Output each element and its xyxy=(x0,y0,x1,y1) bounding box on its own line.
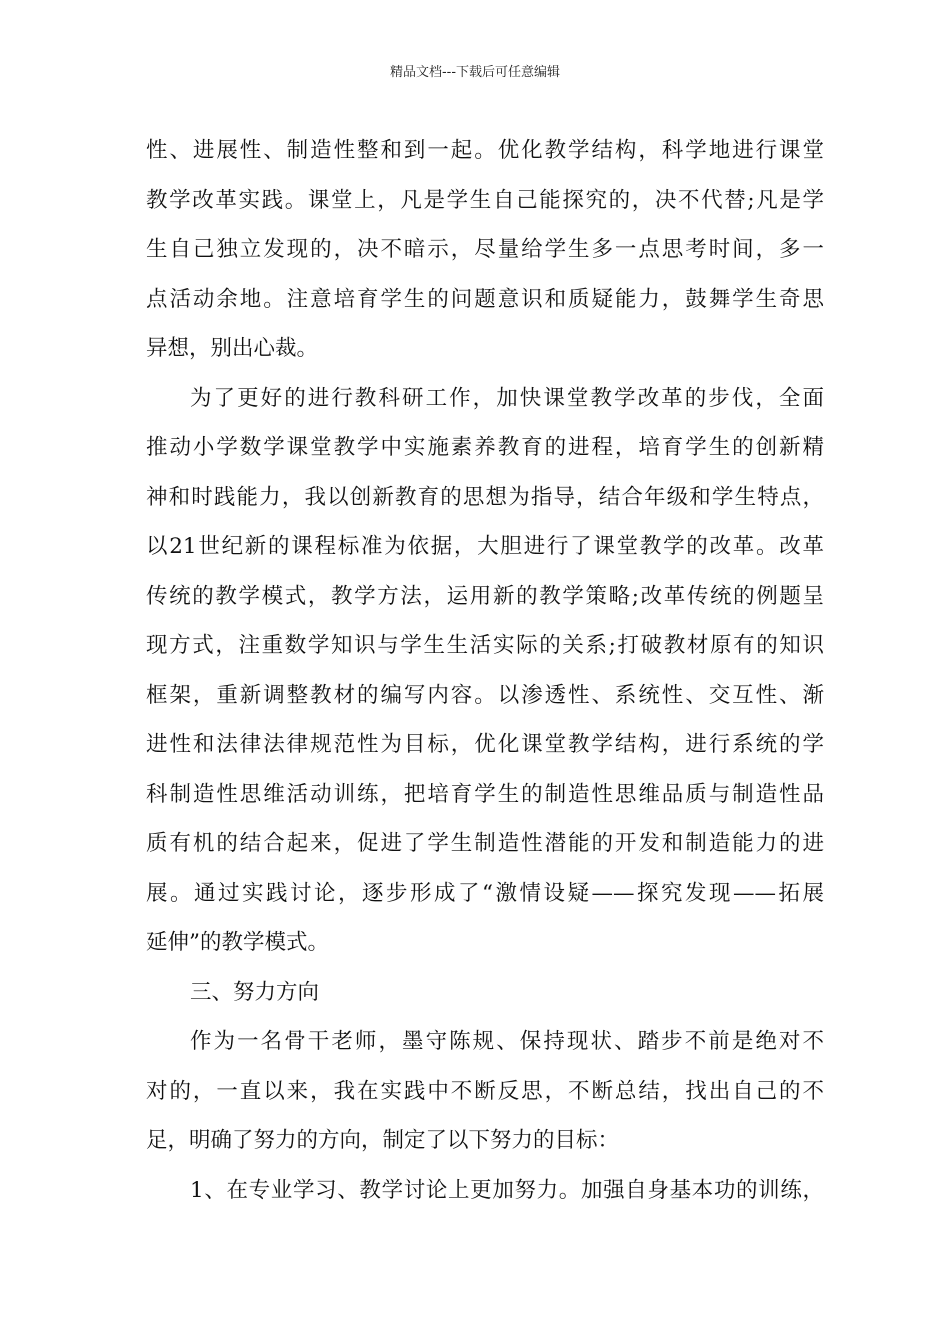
text-line: 传统的教学模式，教学方法，运用新的教学策略;改革传统的例题呈 xyxy=(146,583,824,609)
text-line: 教学改革实践。课堂上，凡是学生自己能探究的，决不代替;凡是学 xyxy=(146,187,824,213)
text-line: 生自己独立发现的，决不暗示，尽量给学生多一点思考时间，多一 xyxy=(146,237,824,262)
page-header: 精品文档---下载后可任意编辑 xyxy=(389,65,561,80)
text-line: 现方式，注重数学知识与学生生活实际的关系;打破教材原有的知识 xyxy=(146,633,824,658)
text-line: 神和时践能力，我以创新教育的思想为指导，结合年级和学生特点， xyxy=(146,484,824,510)
text-line: 延伸”的教学模式。 xyxy=(146,930,329,955)
text-line: 性、进展性、制造性整和到一起。优化教学结构，科学地进行课堂 xyxy=(146,138,824,163)
text-line: 足，明确了努力的方向，制定了以下努力的目标： xyxy=(146,1128,620,1153)
text-line: 质有机的结合起来，促进了学生制造性潜能的开发和制造能力的进 xyxy=(146,831,824,856)
text-line: 异想，别出心裁。 xyxy=(146,336,319,361)
text-line: 以21世纪新的课程标准为依据，大胆进行了课堂教学的改革。改革 xyxy=(146,534,824,559)
list-item-line: 1、在专业学习、教学讨论上更加努力。加强自身基本功的训练， xyxy=(190,1177,824,1203)
text-line: 展。通过实践讨论，逐步形成了“激情设疑——探究发现——拓展 xyxy=(146,880,824,906)
paragraph-start-line: 为了更好的进行教科研工作，加快课堂教学改革的步伐，全面 xyxy=(190,385,824,411)
paragraph-start-line: 作为一名骨干老师，墨守陈规、保持现状、踏步不前是绝对不 xyxy=(190,1029,824,1054)
text-line: 科制造性思维活动训练，把培育学生的制造性思维品质与制造性品 xyxy=(146,781,824,807)
text-line: 对的，一直以来，我在实践中不断反思，不断总结，找出自己的不 xyxy=(146,1078,824,1104)
text-line: 框架，重新调整教材的编写内容。以渗透性、系统性、交互性、渐 xyxy=(146,682,824,708)
text-line: 进性和法律法律规范性为目标，优化课堂教学结构，进行系统的学 xyxy=(146,732,824,757)
section-heading: 三、努力方向 xyxy=(190,979,320,1005)
text-line: 推动小学数学课堂教学中实施素养教育的进程，培育学生的创新精 xyxy=(146,435,824,460)
document-body xyxy=(146,126,824,1215)
text-line: 点活动余地。注意培育学生的问题意识和质疑能力，鼓舞学生奇思 xyxy=(146,286,824,312)
